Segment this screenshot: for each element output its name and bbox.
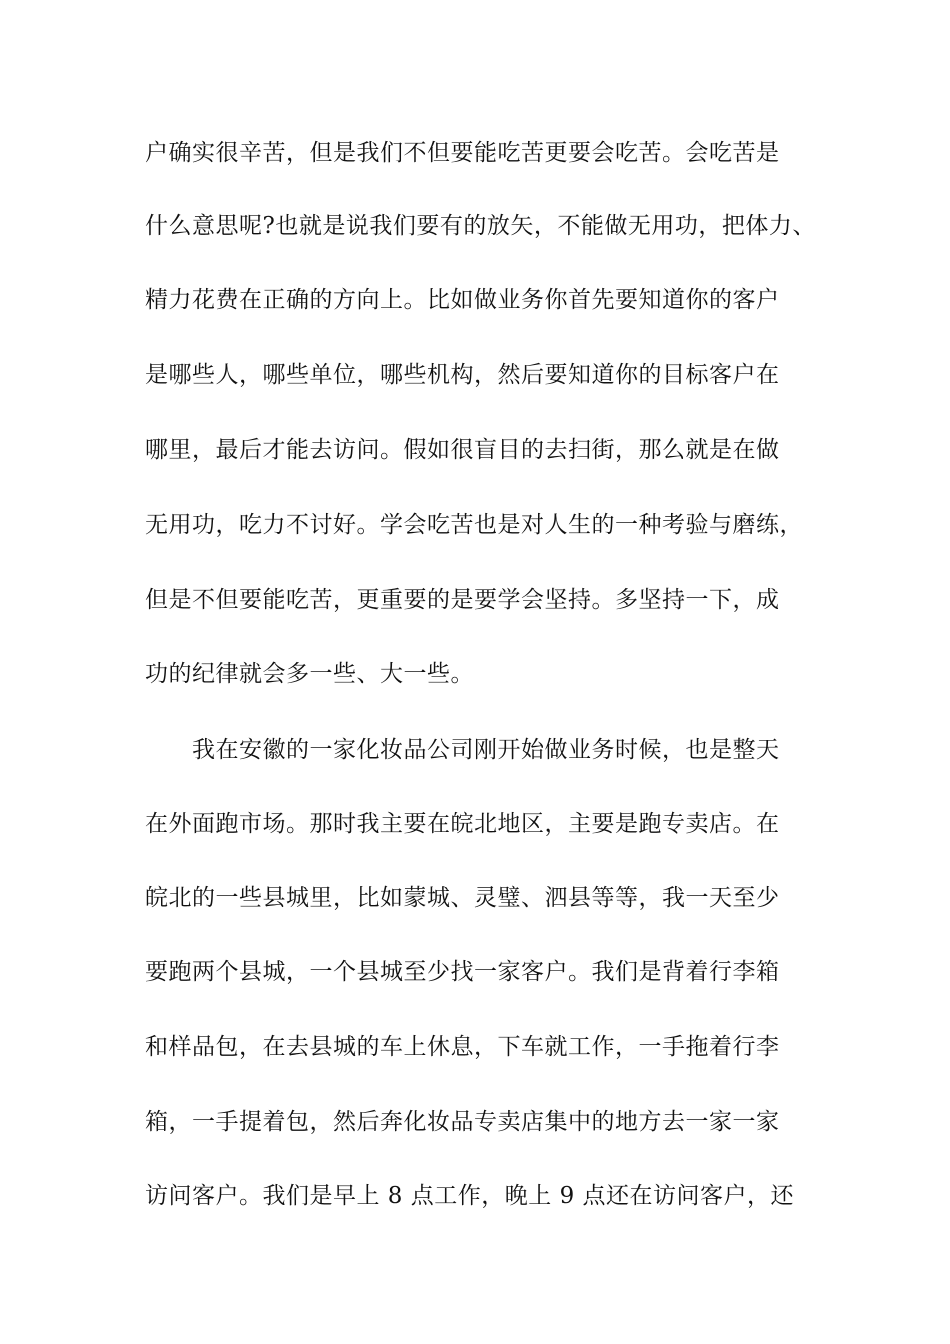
text-line-10: 在外面跑市场。那时我主要在皖北地区，主要是跑专卖店。在 <box>145 811 780 837</box>
text-line-6: 无用功，吃力不讨好。学会吃苦也是对人生的一种考验与磨练， <box>145 512 803 538</box>
text-line-4: 是哪些人，哪些单位，哪些机构，然后要知道你的目标客户在 <box>145 362 780 388</box>
text-line-15: 访问客户。我们是早上 8 点工作，晚上 9 点还在访问客户，还 <box>145 1183 795 1209</box>
text-line-3: 精力花费在正确的方向上。比如做业务你首先要知道你的客户 <box>145 287 780 313</box>
text-line-7: 但是不但要能吃苦，更重要的是要学会坚持。多坚持一下，成 <box>145 587 780 613</box>
text-line-2: 什么意思呢?也就是说我们要有的放矢，不能做无用功，把体力、 <box>145 213 816 239</box>
text-line-14: 箱，一手提着包，然后奔化妆品专卖店集中的地方去一家一家 <box>145 1109 780 1135</box>
text-line-8: 功的纪律就会多一些、大一些。 <box>145 661 474 687</box>
text-line-12: 要跑两个县城，一个县城至少找一家客户。我们是背着行李箱 <box>145 959 780 985</box>
text-line-9: 我在安徽的一家化妆品公司刚开始做业务时候，也是整天 <box>192 737 780 763</box>
text-line-11: 皖北的一些县城里，比如蒙城、灵璧、泗县等等，我一天至少 <box>145 885 780 911</box>
text-line-13: 和样品包，在去县城的车上休息，下车就工作，一手拖着行李 <box>145 1034 780 1060</box>
text-line-1: 户确实很辛苦，但是我们不但要能吃苦更要会吃苦。会吃苦是 <box>145 140 780 166</box>
text-line-5: 哪里，最后才能去访问。假如很盲目的去扫街，那么就是在做 <box>145 437 780 463</box>
